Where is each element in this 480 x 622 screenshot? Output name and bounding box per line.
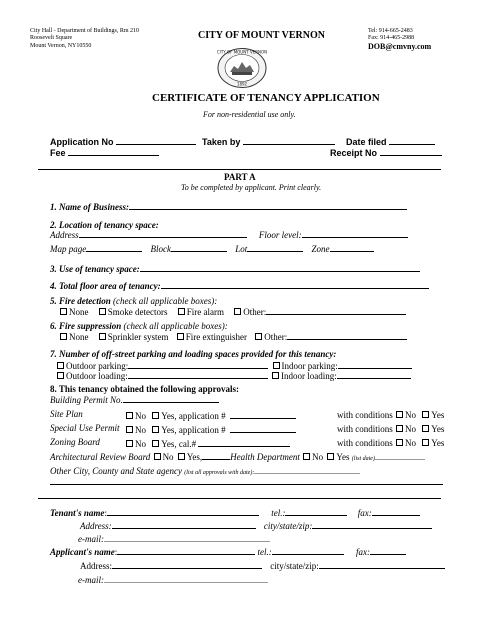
site-plan-label: Site Plan	[50, 409, 83, 419]
site-plan-conditions: with conditions No Yes	[337, 410, 445, 420]
taken-by: Taken by	[202, 136, 335, 147]
checkbox[interactable]	[99, 333, 106, 340]
checkbox[interactable]	[396, 439, 403, 446]
fee-field[interactable]	[68, 147, 159, 156]
form-title: CERTIFICATE OF TENANCY APPLICATION	[152, 92, 380, 104]
arch-review-field[interactable]	[202, 451, 230, 460]
q7-loading-row: Outdoor loading: Indoor loading:	[56, 370, 411, 381]
checkbox[interactable]	[126, 440, 133, 447]
checkbox[interactable]	[60, 308, 67, 315]
building-permit-field[interactable]	[123, 394, 219, 403]
site-plan-options: No Yes, application #	[125, 410, 296, 421]
fire-suppression-other-field[interactable]	[287, 331, 407, 340]
building-permit: Building Permit No.	[50, 394, 219, 405]
special-use-label: Special Use Permit	[50, 423, 120, 433]
tenant-fax-field[interactable]	[372, 507, 420, 516]
q5-options: None Smoke detectors Fire alarm Other:	[59, 306, 406, 317]
q8-approvals-label: 8. This tenancy obtained the following approvals:	[50, 384, 239, 394]
checkbox[interactable]	[234, 308, 241, 315]
checkbox[interactable]	[152, 412, 159, 419]
applicant-fax-field[interactable]	[370, 546, 406, 555]
checkbox[interactable]	[152, 440, 159, 447]
checkbox[interactable]	[273, 362, 280, 369]
applicant-name-field[interactable]	[117, 546, 255, 555]
use-field[interactable]	[140, 263, 420, 272]
q6-fire-suppression: 6. Fire suppression (check all applicable boxes):	[50, 321, 228, 331]
divider	[38, 169, 441, 170]
checkbox[interactable]	[303, 453, 310, 460]
checkbox[interactable]	[178, 453, 185, 460]
q2-location-label: 2. Location of tenancy space:	[50, 220, 159, 230]
contact-block	[368, 28, 431, 52]
checkbox[interactable]	[57, 362, 64, 369]
tenant-email-row: e-mail:	[78, 533, 270, 544]
checkbox[interactable]	[422, 439, 429, 446]
fire-detection-other-field[interactable]	[266, 306, 406, 315]
date-filed: Date filed	[346, 136, 435, 147]
checkbox[interactable]	[255, 333, 262, 340]
part-a-note: To be completed by applicant. Print clearly.	[181, 183, 322, 192]
tenant-address-field[interactable]	[112, 520, 256, 529]
checkbox[interactable]	[272, 372, 279, 379]
q6-options: None Sprinkler system Fire extinguisher Other:	[59, 331, 407, 342]
checkbox[interactable]	[126, 412, 133, 419]
receipt-no-field[interactable]	[380, 147, 442, 156]
tenant-email-field[interactable]	[104, 533, 270, 542]
indoor-loading-field[interactable]	[337, 370, 411, 379]
special-use-conditions: with conditions No Yes	[337, 424, 445, 434]
zoning-cal-field[interactable]	[198, 438, 290, 447]
arch-health-row: Architectural Review Board No Yes, Health Department No Yes (list date)	[50, 451, 425, 464]
outdoor-parking-field[interactable]	[128, 360, 268, 369]
tel: Tel: 914-665-2483	[368, 28, 413, 34]
checkbox[interactable]	[327, 453, 334, 460]
fax: Fax: 914-465-2988	[368, 35, 415, 41]
other-agency-field[interactable]	[254, 465, 360, 474]
map-page-field[interactable]	[86, 243, 142, 252]
checkbox[interactable]	[396, 411, 403, 418]
part-a-heading: PART A	[224, 172, 256, 182]
q2-address-row: Address Floor level:	[50, 229, 408, 240]
receipt-no: Receipt No	[330, 147, 442, 158]
checkbox[interactable]	[99, 308, 106, 315]
address-line: Roosevelt Square	[30, 35, 73, 41]
special-use-options: No Yes, application #	[125, 424, 296, 435]
tenant-city-field[interactable]	[312, 520, 432, 529]
city-seal-icon	[216, 47, 268, 89]
indoor-parking-field[interactable]	[338, 360, 412, 369]
q2-map-row: Map page Block Lot Zone	[50, 243, 374, 254]
applicant-address-row: Address: city/state/zip:	[80, 560, 445, 571]
applicant-address-field[interactable]	[112, 560, 262, 569]
tenant-name-field[interactable]	[107, 507, 259, 516]
address-field[interactable]	[79, 229, 247, 238]
application-no-field[interactable]	[116, 136, 196, 145]
email: DOB@cmvny.com	[368, 42, 432, 51]
zoning-board-options: No Yes, cal.#	[125, 438, 290, 449]
outdoor-loading-field[interactable]	[128, 370, 268, 379]
checkbox[interactable]	[60, 333, 67, 340]
business-name-field[interactable]	[129, 201, 407, 210]
q4-floor-area: 4. Total floor area of tenancy:	[50, 280, 429, 291]
seal-year: 1892	[236, 81, 248, 87]
tenant-address-row: Address: city/state/zip:	[80, 520, 432, 531]
lot-field[interactable]	[247, 243, 303, 252]
date-filed-field[interactable]	[389, 136, 435, 145]
other-agency-line[interactable]	[50, 484, 443, 485]
floor-level-field[interactable]	[302, 229, 408, 238]
q5-fire-detection: 5. Fire detection (check all applicable boxes):	[50, 296, 218, 306]
q7-parking-label: 7. Number of off-street parking and loading spaces provided for this tenancy:	[50, 349, 337, 359]
fee: Fee	[50, 147, 159, 158]
applicant-city-field[interactable]	[319, 560, 445, 569]
seal-text: CITY OF MOUNT VERNON	[216, 49, 268, 55]
floor-area-field[interactable]	[161, 280, 429, 289]
zone-field[interactable]	[330, 243, 374, 252]
address-line: Mount Vernon, NY10550	[30, 43, 92, 49]
tenant-tel-field[interactable]	[285, 507, 347, 516]
checkbox[interactable]	[422, 425, 429, 432]
checkbox[interactable]	[126, 426, 133, 433]
q7-parking-row: Outdoor parking: Indoor parking:	[56, 360, 412, 371]
dept-address	[30, 28, 139, 50]
checkbox[interactable]	[57, 372, 64, 379]
applicant-email-field[interactable]	[104, 574, 268, 583]
block-field[interactable]	[171, 243, 227, 252]
zoning-board-label: Zoning Board	[50, 437, 100, 447]
applicant-email-row: e-mail:	[78, 574, 268, 585]
checkbox[interactable]	[154, 453, 161, 460]
divider	[38, 498, 441, 499]
address-line: City Hall - Department of Buildings, Rm 210	[30, 28, 139, 34]
health-date-field[interactable]	[375, 451, 425, 460]
applicant-name-row: Applicant's name: tel.: fax:	[50, 546, 406, 557]
checkbox[interactable]	[396, 425, 403, 432]
q3-use: 3. Use of tenancy space:	[50, 263, 420, 274]
checkbox[interactable]	[178, 308, 185, 315]
other-agency-row: Other City, County and State agency (list all approvals with date):	[50, 465, 360, 478]
taken-by-field[interactable]	[243, 136, 335, 145]
zoning-conditions: with conditions No Yes	[337, 438, 445, 448]
city-name: CITY OF MOUNT VERNON	[198, 30, 325, 41]
checkbox[interactable]	[152, 426, 159, 433]
tenant-name-row: Tenant's name: tel.: fax:	[50, 507, 420, 518]
application-no: Application No	[50, 136, 196, 147]
special-use-app-field[interactable]	[230, 424, 296, 433]
form-subtitle: For non-residential use only.	[203, 110, 296, 119]
site-plan-app-field[interactable]	[230, 410, 296, 419]
checkbox[interactable]	[422, 411, 429, 418]
applicant-tel-field[interactable]	[272, 546, 344, 555]
checkbox[interactable]	[177, 333, 184, 340]
q1-business-name: 1. Name of Business:	[50, 201, 407, 212]
